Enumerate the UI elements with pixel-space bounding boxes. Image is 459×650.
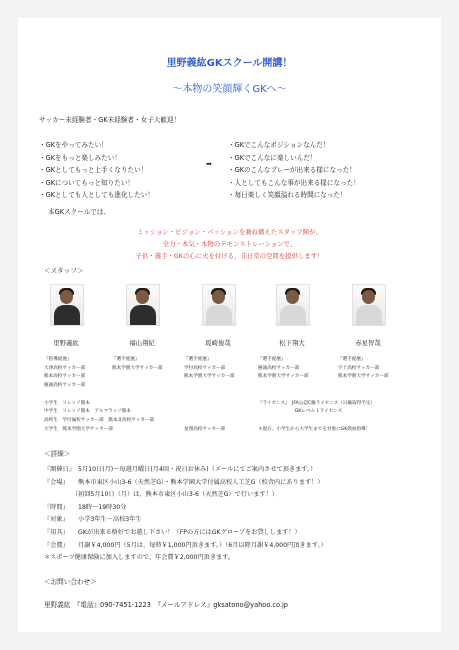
detail-line: 『会費』 月謝￥4,000円（5月は、毎時￥1,000円頂きます。）（6月以降月謝￥4,000円頂きます。）	[44, 541, 327, 549]
staff-photo	[276, 284, 310, 326]
staff-career-satono: 『指導経歴』 大津高校サッカー部 熊本高校サッカー部 慶誠高校サッカー部 小学生 ソレッソ熊本 中学生 ソレッソ熊本 アルマラッソ熊本 高校生 学付属校サッカー部 熊本北高校サッカー部 大学生 熊本学園大学サッカー部	[44, 357, 155, 432]
staff-heading: ＜スタッフ＞	[44, 267, 84, 275]
detail-line: 『会場』 熊本市東区小山3-6（天然芝G）・熊本学園大学付属高校人工芝G（校舎内にあります！）	[44, 478, 324, 486]
detail-line: 『用具』 GKが出来る格好でお越し下さい！（FPの方にはGKグローブをお貸しします！）	[44, 528, 301, 536]
staff-name: 坂崎俊哉	[205, 339, 231, 347]
list-item: ・毎日楽しく笑顔溢れる時間になった！	[228, 191, 347, 200]
list-item: ・人としてもこんな事が出来る様になった！	[228, 178, 360, 187]
staff-photo	[50, 284, 84, 326]
list-item: ・GKをやってみたい！	[39, 141, 108, 149]
contact-line: 里野義紘 『電話』090-7451-1223 『メールアドレス』gksatono@yahoo.co.jp	[44, 601, 288, 609]
contact-heading: ＜お問い合わせ＞	[44, 578, 97, 586]
mission-line: ミッション・ビジョン・パッションを兼ね備えたスタッフ陣が、	[137, 228, 322, 236]
flyer-page	[18, 18, 441, 632]
list-item: ・GKでこんなポジションなんだ！	[228, 141, 330, 149]
mission-line: 子供・選手・GKの心に火を付ける、非日常の空間を提供します！	[135, 252, 324, 260]
staff-photo	[126, 284, 160, 326]
list-item: ・GKのこんなプレーが出来る様になった！	[228, 166, 356, 175]
list-item: ・GKとしてもっと上手くなりたい！	[39, 166, 148, 175]
list-item: ・GKでこんなに楽しいんだ！	[228, 153, 317, 162]
list-item: ・GKとしても人としても進化したい！	[39, 191, 154, 200]
left-wish-list	[39, 139, 154, 202]
detail-line: 『対象』 小学3年生〜高校3年生	[44, 516, 142, 524]
staff-name: 赤星智哉	[355, 339, 381, 347]
staff-name: 松下翔大	[279, 339, 305, 347]
right-result-list	[228, 139, 360, 202]
list-item: ・GKについてもっと知りたい！	[39, 178, 135, 187]
detail-line: 『時間』 18時〜19時30分	[44, 503, 127, 511]
staff-photo	[352, 284, 386, 326]
detail-line: 『開催日』 5月10日(月)〜毎週月曜日(月4回・祝日お休み)（メールにてご案内させて頂きます。）	[44, 466, 317, 473]
mission-line: 全力・本気・本物のデモンストレーションで、	[162, 240, 297, 248]
staff-name: 里野義紘	[53, 339, 79, 347]
detail-line: （初回5月10日（月）は、熊本市東区小山3-6（天然芝G）で行います！）	[44, 491, 278, 499]
list-item: ・GKをもっと楽しみたい！	[39, 153, 121, 162]
staff-photo	[202, 284, 236, 326]
intro-line: 本GKスクールでは、	[48, 208, 111, 216]
staff-career-sakazaki: 『選手経歴』 学付高校サッカー部 熊本学園大学サッカー部 星翔高校サッカー部	[184, 357, 235, 432]
staff-career-matsushita: 『選手経歴』 慶誠高校サッカー部 熊本学園大学サッカー部 『ライセンス』 JFA公認C級ライセンス（日級取得予定） GKレベル１ライセンス ＊現在、小学生から大学生までを対象にGK熱血指導！	[258, 357, 376, 432]
mission-statement	[18, 226, 441, 262]
details-heading: ＜詳細＞	[44, 450, 71, 458]
welcome-line: サッカー未経験者・GK未経験者・女子大歓迎！	[39, 116, 181, 124]
detail-line: ＊スポーツ健康保険に加入しますので、年会費￥2,000円頂きます。	[44, 554, 235, 562]
staff-name: 福山翔紀	[129, 339, 155, 347]
staff-career-fukuyama: 『選手経歴』 熊本学園大学サッカー部	[112, 357, 163, 371]
details-list	[44, 464, 327, 565]
right-arrow-icon: ➡	[206, 160, 212, 168]
page-subtitle: 〜本物の笑顔輝くGKへ〜	[172, 84, 287, 95]
staff-career-akahoshi: 『選手経歴』 宇土高校サッカー部 熊本学園大学サッカー部	[338, 357, 389, 380]
page-title: 里野義紘GKスクール開講！	[166, 58, 293, 69]
